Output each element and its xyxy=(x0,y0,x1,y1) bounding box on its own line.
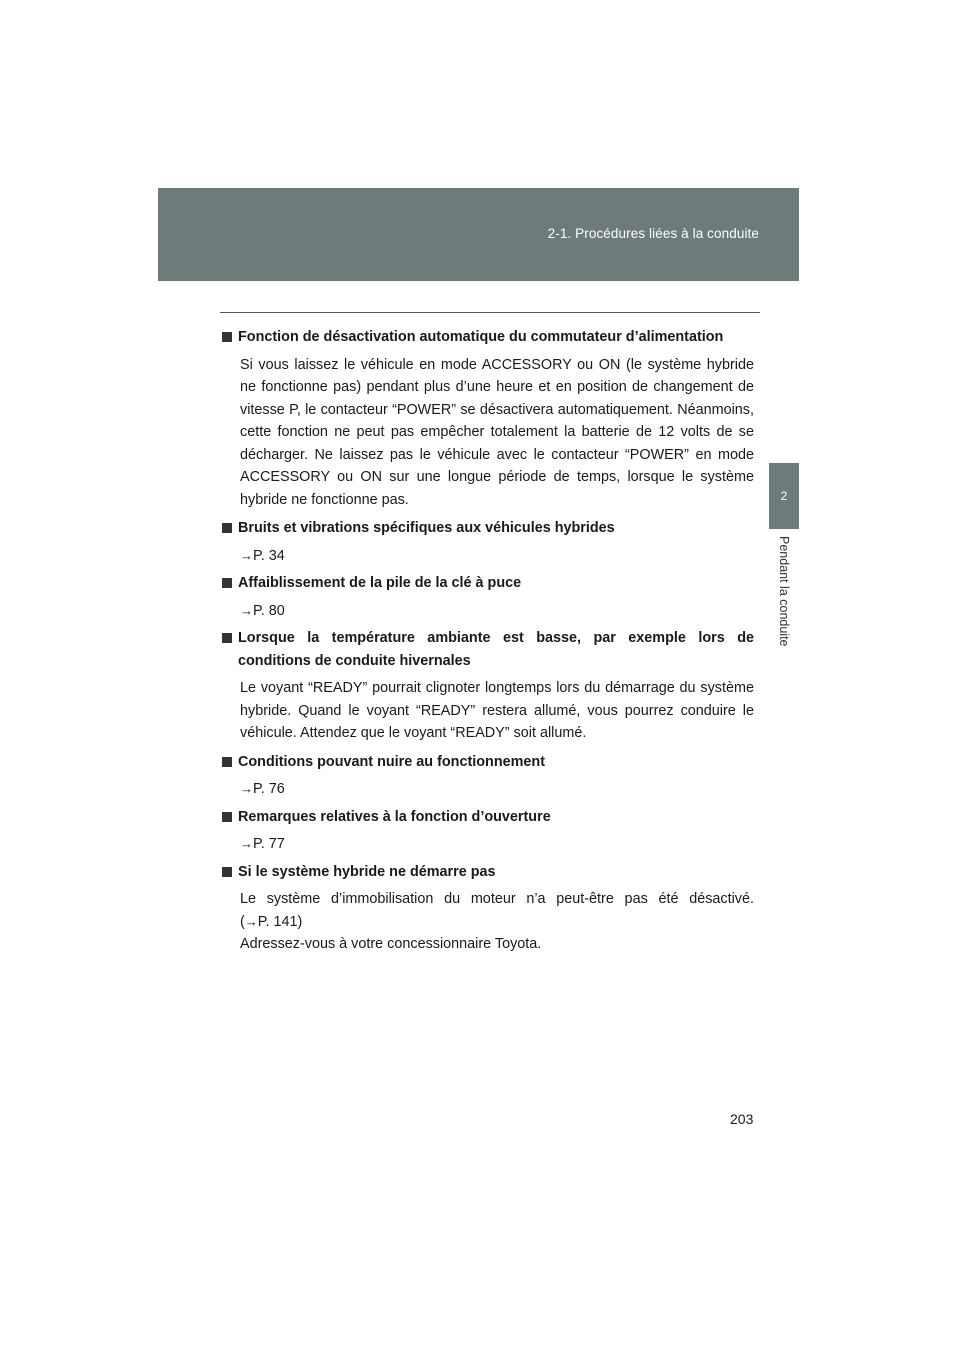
section-auto-off xyxy=(222,326,754,511)
page-reference[interactable]: →P. 76 xyxy=(222,778,754,801)
section-heading: Remarques relatives à la fonction d’ouverture xyxy=(222,806,754,829)
chapter-label-text: Pendant la conduite xyxy=(777,536,791,647)
header-band xyxy=(158,188,799,281)
page-reference[interactable]: (→P. 141) xyxy=(240,911,754,934)
section-cold xyxy=(222,627,754,745)
content xyxy=(222,326,754,962)
body-line: Adressez-vous à votre concessionnaire Toyota. xyxy=(240,936,542,952)
section-heading: Bruits et vibrations spécifiques aux véhicules hybrides xyxy=(222,517,754,540)
square-bullet-icon xyxy=(222,523,232,533)
right-arrow-icon: → xyxy=(244,913,258,929)
square-bullet-icon xyxy=(222,633,232,643)
section-key-battery xyxy=(222,572,754,622)
section-heading: Conditions pouvant nuire au fonctionnement xyxy=(222,751,754,774)
section-conditions xyxy=(222,751,754,801)
page-reference[interactable]: →P. 34 xyxy=(222,545,754,568)
section-noise xyxy=(222,517,754,567)
right-arrow-icon: → xyxy=(240,836,253,851)
body-line: Le système d’immobilisation du moteur n’a peut-être pas été désactivé. xyxy=(240,891,754,907)
section-heading: Fonction de désactivation automatique du commutateur d’alimentation xyxy=(222,326,754,349)
page-reference[interactable]: →P. 80 xyxy=(222,600,754,623)
section-no-start xyxy=(222,861,754,956)
section-body: Le voyant “READY” pourrait clignoter longtemps lors du démarrage du système hybride. Quand le voyant “READY” restera allumé, vous pourrez conduire le véhicule. Attendez que le voyant “READY” soit allumé. xyxy=(240,680,754,741)
section-heading: Lorsque la température ambiante est basse, par exemple lors de conditions de conduite hivernales xyxy=(222,627,754,672)
right-arrow-icon: → xyxy=(240,781,253,796)
right-arrow-icon: → xyxy=(240,547,253,563)
chapter-tab: 2 xyxy=(769,463,799,529)
section-title: 2-1. Procédures liées à la conduite xyxy=(547,226,759,241)
square-bullet-icon xyxy=(222,867,232,877)
section-body: Si vous laissez le véhicule en mode ACCESSORY ou ON (le système hybride ne fonctionne pas) pendant plus d’une heure et en position de changement de vitesse P, le contacteur “POWER” se désactivera automatiquement. Néanmoins, cette fonction ne peut pas empêcher totalement la batterie de 12 volts de se décharger. Ne laissez pas le véhicule avec le contacteur “POWER” en mode ACCESSORY ou ON sur une longue période de temps, lorsque le système hybride ne fonctionne pas. xyxy=(240,356,754,508)
section-heading: Si le système hybride ne démarre pas xyxy=(222,861,754,884)
square-bullet-icon xyxy=(222,578,232,588)
square-bullet-icon xyxy=(222,757,232,767)
right-arrow-icon: → xyxy=(240,602,253,618)
section-opening xyxy=(222,806,754,856)
square-bullet-icon xyxy=(222,332,232,342)
square-bullet-icon xyxy=(222,812,232,822)
page-reference[interactable]: →P. 77 xyxy=(222,833,754,856)
page-number: 203 xyxy=(730,1111,754,1127)
section-heading: Affaiblissement de la pile de la clé à puce xyxy=(222,572,754,595)
divider-rule xyxy=(220,312,760,313)
section-body xyxy=(222,888,754,956)
